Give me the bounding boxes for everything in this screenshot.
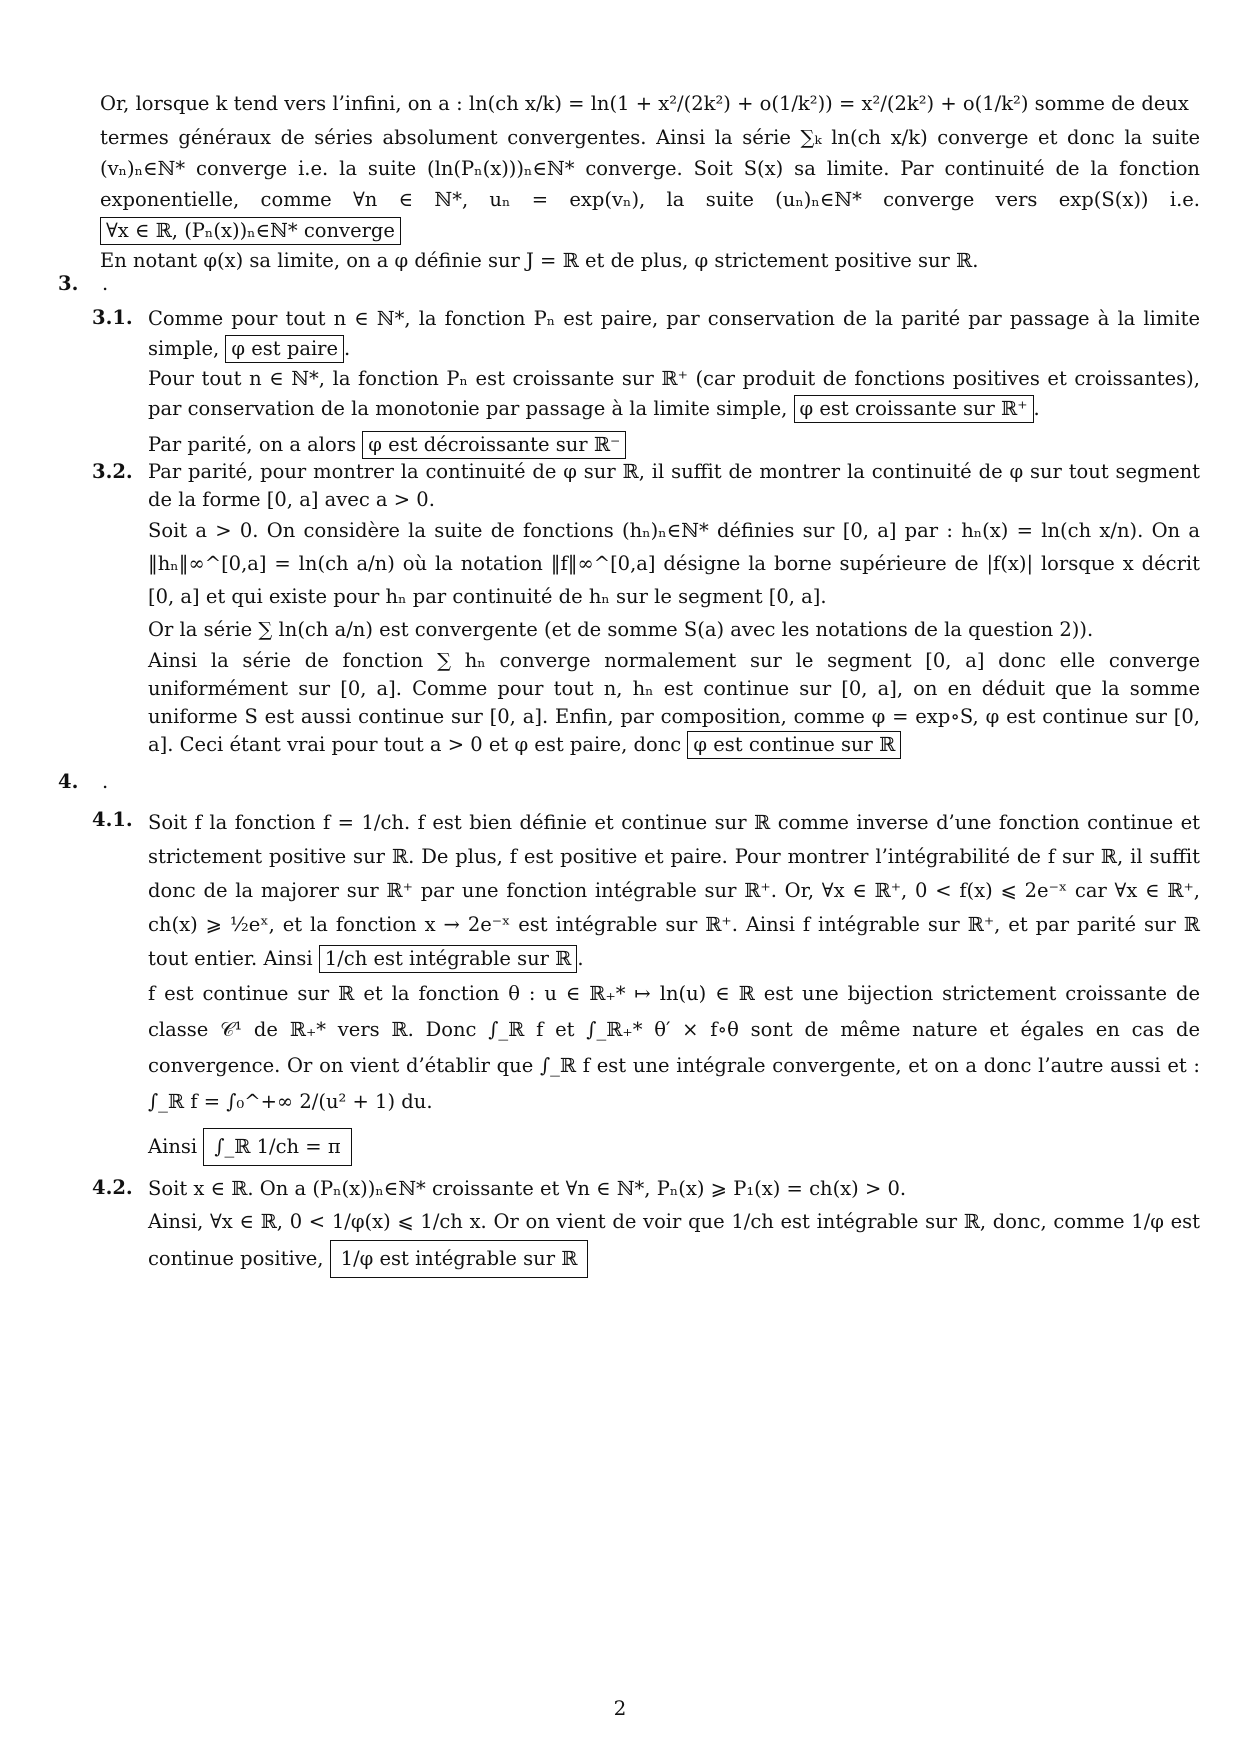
subsection-number: 3.2.	[92, 460, 133, 483]
section-number: 4.	[58, 770, 79, 793]
subsection-4-1: Soit f la fonction f = 1/ch. f est bien définie et continue sur ℝ comme inverse d’une fonction continue et strictement positive sur ℝ. De plus, f est positive et paire. Pour montrer l’intégrabilité de f sur ℝ, il suffit donc de la majorer sur ℝ⁺ par une fonction intégrable sur ℝ⁺. Or, ∀x ∈ ℝ⁺, 0 < f(x) ⩽ 2e⁻ˣ car ∀x ∈ ℝ⁺, ch(x) ⩾ ½eˣ, et la fonction x → 2e⁻ˣ est intégrable sur ℝ⁺. Ainsi f intégrable sur ℝ⁺, et par parité sur ℝ tout entier. Ainsi 1/ch est intégrable sur ℝ . f est continue sur ℝ et la fonction θ : u ∈ ℝ₊* ↦ ln(u) ∈ ℝ est une bijection strictement croissante de classe 𝒞¹ de ℝ₊* vers ℝ. Donc ∫_ℝ f et ∫_ℝ₊* θ′ × f∘θ sont de même nature et égales en cas de convergence. Or on vient d’établir que ∫_ℝ f est une intégrale convergente, et on a donc l’autre aussi et : ∫_ℝ f = ∫₀^+∞ 2/(u² + 1) du. Ainsi ∫_ℝ 1/ch = π	[148, 806, 1200, 1166]
text-line: Soit f la fonction f = 1/ch. f est bien définie et continue sur ℝ comme inverse d’une fonction continue et strictement positive sur ℝ. De plus, f est positive et paire. Pour montrer l’intégrabilité de f sur ℝ, il suffit donc de la majorer sur ℝ⁺ par une fonction intégrable sur ℝ⁺. Or, ∀x ∈ ℝ⁺, 0 < f(x) ⩽ 2e⁻ˣ car ∀x ∈ ℝ⁺, ch(x) ⩾ ½eˣ, et la fonction x → 2e⁻ˣ est intégrable sur ℝ⁺. Ainsi f intégrable sur ℝ⁺, et par parité sur ℝ tout entier. Ainsi	[148, 811, 1200, 970]
boxed-result: 1/ch est intégrable sur ℝ	[319, 945, 578, 973]
text-line: Ainsi, ∀x ∈ ℝ, 0 < 1/φ(x) ⩽ 1/ch x. Or on vient de voir que 1/ch est intégrable sur ℝ, donc, comme 1/φ est continue positive,	[148, 1210, 1200, 1270]
subsection-number: 4.2.	[92, 1176, 133, 1199]
page-number: 2	[613, 1696, 627, 1720]
section-dot: .	[102, 770, 109, 793]
text-line: Pour tout n ∈ ℕ*, la fonction Pₙ est croissante sur ℝ⁺ (car produit de fonctions positives et croissantes), par conservation de la monotonie par passage à la limite simple,	[148, 367, 1200, 420]
boxed-result: ∫_ℝ 1/ch = π	[203, 1128, 351, 1166]
section-number: 3.	[58, 272, 79, 295]
text-line: Par parité, on a alors	[148, 433, 357, 456]
boxed-result: φ est décroissante sur ℝ⁻	[362, 431, 626, 459]
subsection-3-1: Comme pour tout n ∈ ℕ*, la fonction Pₙ est paire, par conservation de la parité par passage à la limite simple, φ est paire . Pour tout n ∈ ℕ*, la fonction Pₙ est croissante sur ℝ⁺ (car produit de fonctions positives et croissantes), par conservation de la monotonie par passage à la limite simple, φ est croissante sur ℝ⁺ . Par parité, on a alors φ est décroissante sur ℝ⁻	[148, 304, 1200, 460]
subsection-4-2	[148, 1174, 1200, 1278]
text-line: Or la série ∑ ln(ch a/n) est convergente (et de somme S(a) avec les notations de la question 2)).	[148, 618, 1094, 641]
subsection-number: 4.1.	[92, 808, 133, 831]
text-line: Comme pour tout n ∈ ℕ*, la fonction Pₙ est paire, par conservation de la parité par passage à la limite simple,	[148, 307, 1200, 360]
boxed-result: φ est croissante sur ℝ⁺	[794, 395, 1034, 423]
text-line: Ainsi la série de fonction ∑ hₙ converge normalement sur le segment [0, a] donc elle converge uniformément sur [0, a]. Comme pour tout n, hₙ est continue sur [0, a], on en déduit que la somme uniforme S est aussi continue sur [0, a]. Enfin, par composition, comme φ = exp∘S, φ est continue sur [0, a]. Ceci étant vrai pour tout a > 0 et φ est paire, donc	[148, 649, 1200, 756]
text-line: f est continue sur ℝ et la fonction θ : u ∈ ℝ₊* ↦ ln(u) ∈ ℝ est une bijection strictement croissante de classe 𝒞¹ de ℝ₊* vers ℝ. Donc ∫_ℝ f et ∫_ℝ₊* θ′ × f∘θ sont de même nature et égales en cas de convergence. Or on vient d’établir que ∫_ℝ f est une intégrale convergente, et on a donc l’autre aussi et : ∫_ℝ f = ∫₀^+∞ 2/(u² + 1) du.	[148, 982, 1200, 1113]
section-dot: .	[102, 272, 109, 295]
subsection-number: 3.1.	[92, 306, 133, 329]
boxed-result: 1/φ est intégrable sur ℝ	[330, 1240, 589, 1278]
text-line: En notant φ(x) sa limite, on a φ définie sur J = ℝ et de plus, φ strictement positive sur ℝ.	[100, 249, 979, 272]
text-line: Or, lorsque k tend vers l’infini, on a : ln(ch x/k) = ln(1 + x²/(2k²) + o(1/k²)) = x²/(2k²) + o(1/k²) somme de deux	[100, 92, 1189, 115]
paragraph-q2-end	[100, 86, 1200, 276]
boxed-result: φ est paire	[225, 335, 344, 363]
text-line: termes généraux de séries absolument convergentes. Ainsi la série ∑ₖ ln(ch x/k) converge et donc la suite (vₙ)ₙ∈ℕ* converge i.e. la suite (ln(Pₙ(x)))ₙ∈ℕ* converge. Soit S(x) sa limite. Par continuité de la fonction exponentielle, comme ∀n ∈ ℕ*, uₙ = exp(vₙ), la suite (uₙ)ₙ∈ℕ* converge vers exp(S(x)) i.e.	[100, 126, 1200, 211]
text-line: Par parité, pour montrer la continuité de φ sur ℝ, il suffit de montrer la continuité de φ sur tout segment de la forme [0, a] avec a > 0.	[148, 460, 1200, 511]
boxed-result: φ est continue sur ℝ	[687, 731, 901, 759]
text-line: Soit a > 0. On considère la suite de fonctions (hₙ)ₙ∈ℕ* définies sur [0, a] par : hₙ(x) = ln(ch x/n). On a ‖hₙ‖∞^[0,a] = ln(ch a/n) où la notation ‖f‖∞^[0,a] désigne la borne supérieure de |f(x)| lorsque x décrit [0, a] et qui existe pour hₙ par continuité de hₙ sur le segment [0, a].	[148, 519, 1200, 608]
text-line: Ainsi	[148, 1135, 198, 1158]
subsection-3-2	[148, 458, 1200, 759]
text-line: Soit x ∈ ℝ. On a (Pₙ(x))ₙ∈ℕ* croissante et ∀n ∈ ℕ*, Pₙ(x) ⩾ P₁(x) = ch(x) > 0.	[148, 1177, 907, 1200]
boxed-result: ∀x ∈ ℝ, (Pₙ(x))ₙ∈ℕ* converge	[100, 217, 401, 245]
